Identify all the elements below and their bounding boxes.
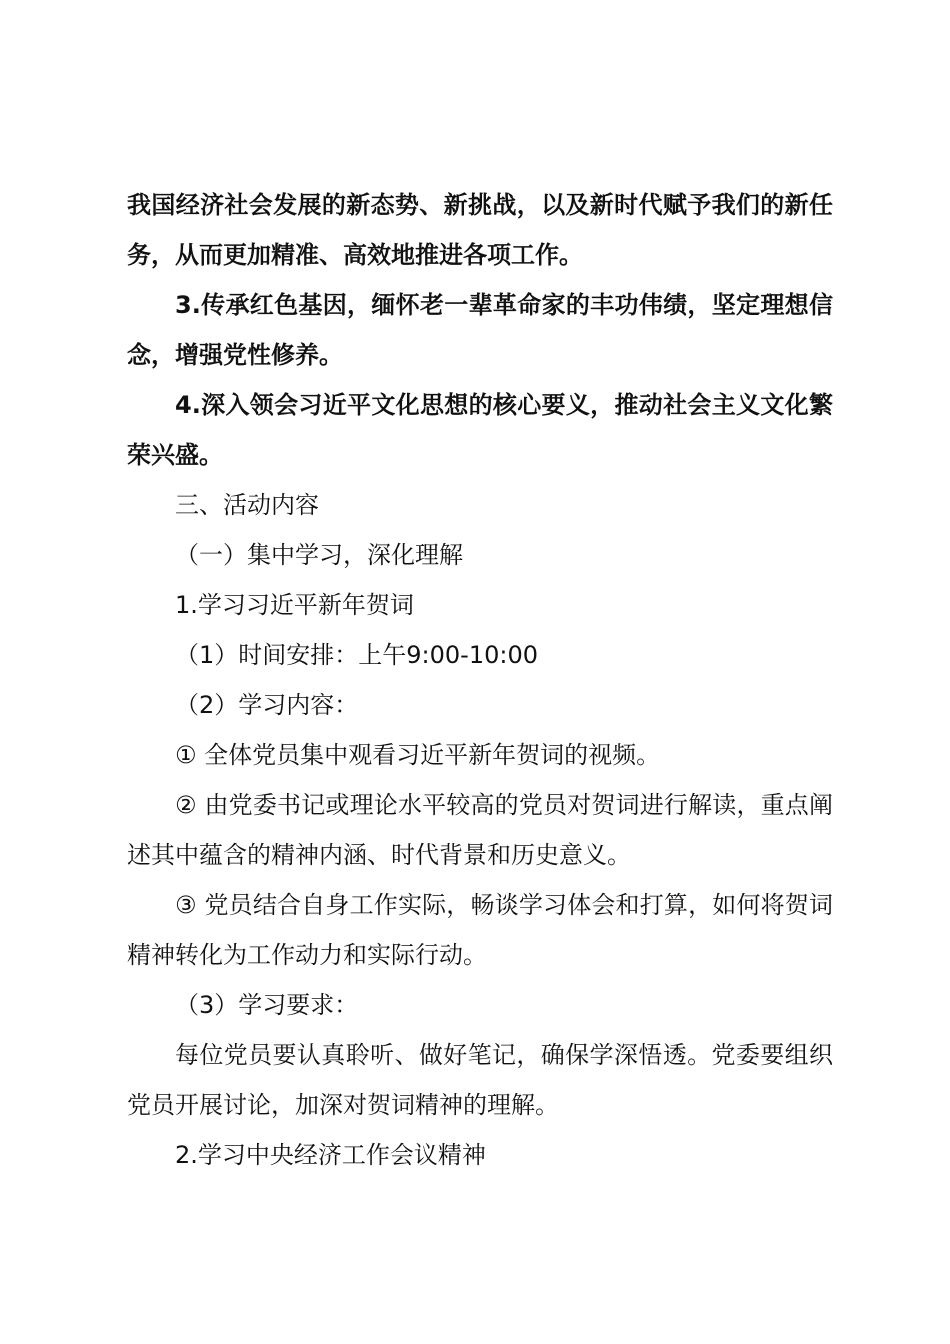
paragraph-objective-2-continued: 我国经济社会发展的新态势、新挑战，以及新时代赋予我们的新任务，从而更加精准、高效地推进各项工作。 — [127, 191, 833, 269]
study-content-point-1: ① 全体党员集中观看习近平新年贺词的视频。 — [175, 741, 661, 769]
item-study-requirements-label: （3）学习要求： — [175, 991, 359, 1019]
study-content-point-2: ② 由党委书记或理论水平较高的党员对贺词进行解读，重点阐述其中蕴含的精神内涵、时代背景和历史意义。 — [127, 791, 833, 869]
item-time-schedule: （1）时间安排：上午9:00-10:00 — [175, 641, 538, 669]
document-body — [127, 180, 833, 1180]
paragraph-objective-4: 4.深入领会习近平文化思想的核心要义，推动社会主义文化繁荣兴盛。 — [127, 391, 833, 469]
item-heading-1: 1.学习习近平新年贺词 — [175, 591, 414, 619]
study-content-point-3: ③ 党员结合自身工作实际，畅谈学习体会和打算，如何将贺词精神转化为工作动力和实际行动。 — [127, 891, 833, 969]
section-heading-activity-content: 三、活动内容 — [175, 491, 319, 519]
item-study-content-label: （2）学习内容： — [175, 691, 359, 719]
paragraph-objective-3: 3.传承红色基因，缅怀老一辈革命家的丰功伟绩，坚定理想信念，增强党性修养。 — [127, 291, 833, 369]
item-heading-2: 2.学习中央经济工作会议精神 — [175, 1141, 486, 1169]
study-requirements-text: 每位党员要认真聆听、做好笔记，确保学深悟透。党委要组织党员开展讨论，加深对贺词精神的理解。 — [127, 1041, 833, 1119]
subsection-heading-1: （一）集中学习，深化理解 — [175, 541, 463, 569]
